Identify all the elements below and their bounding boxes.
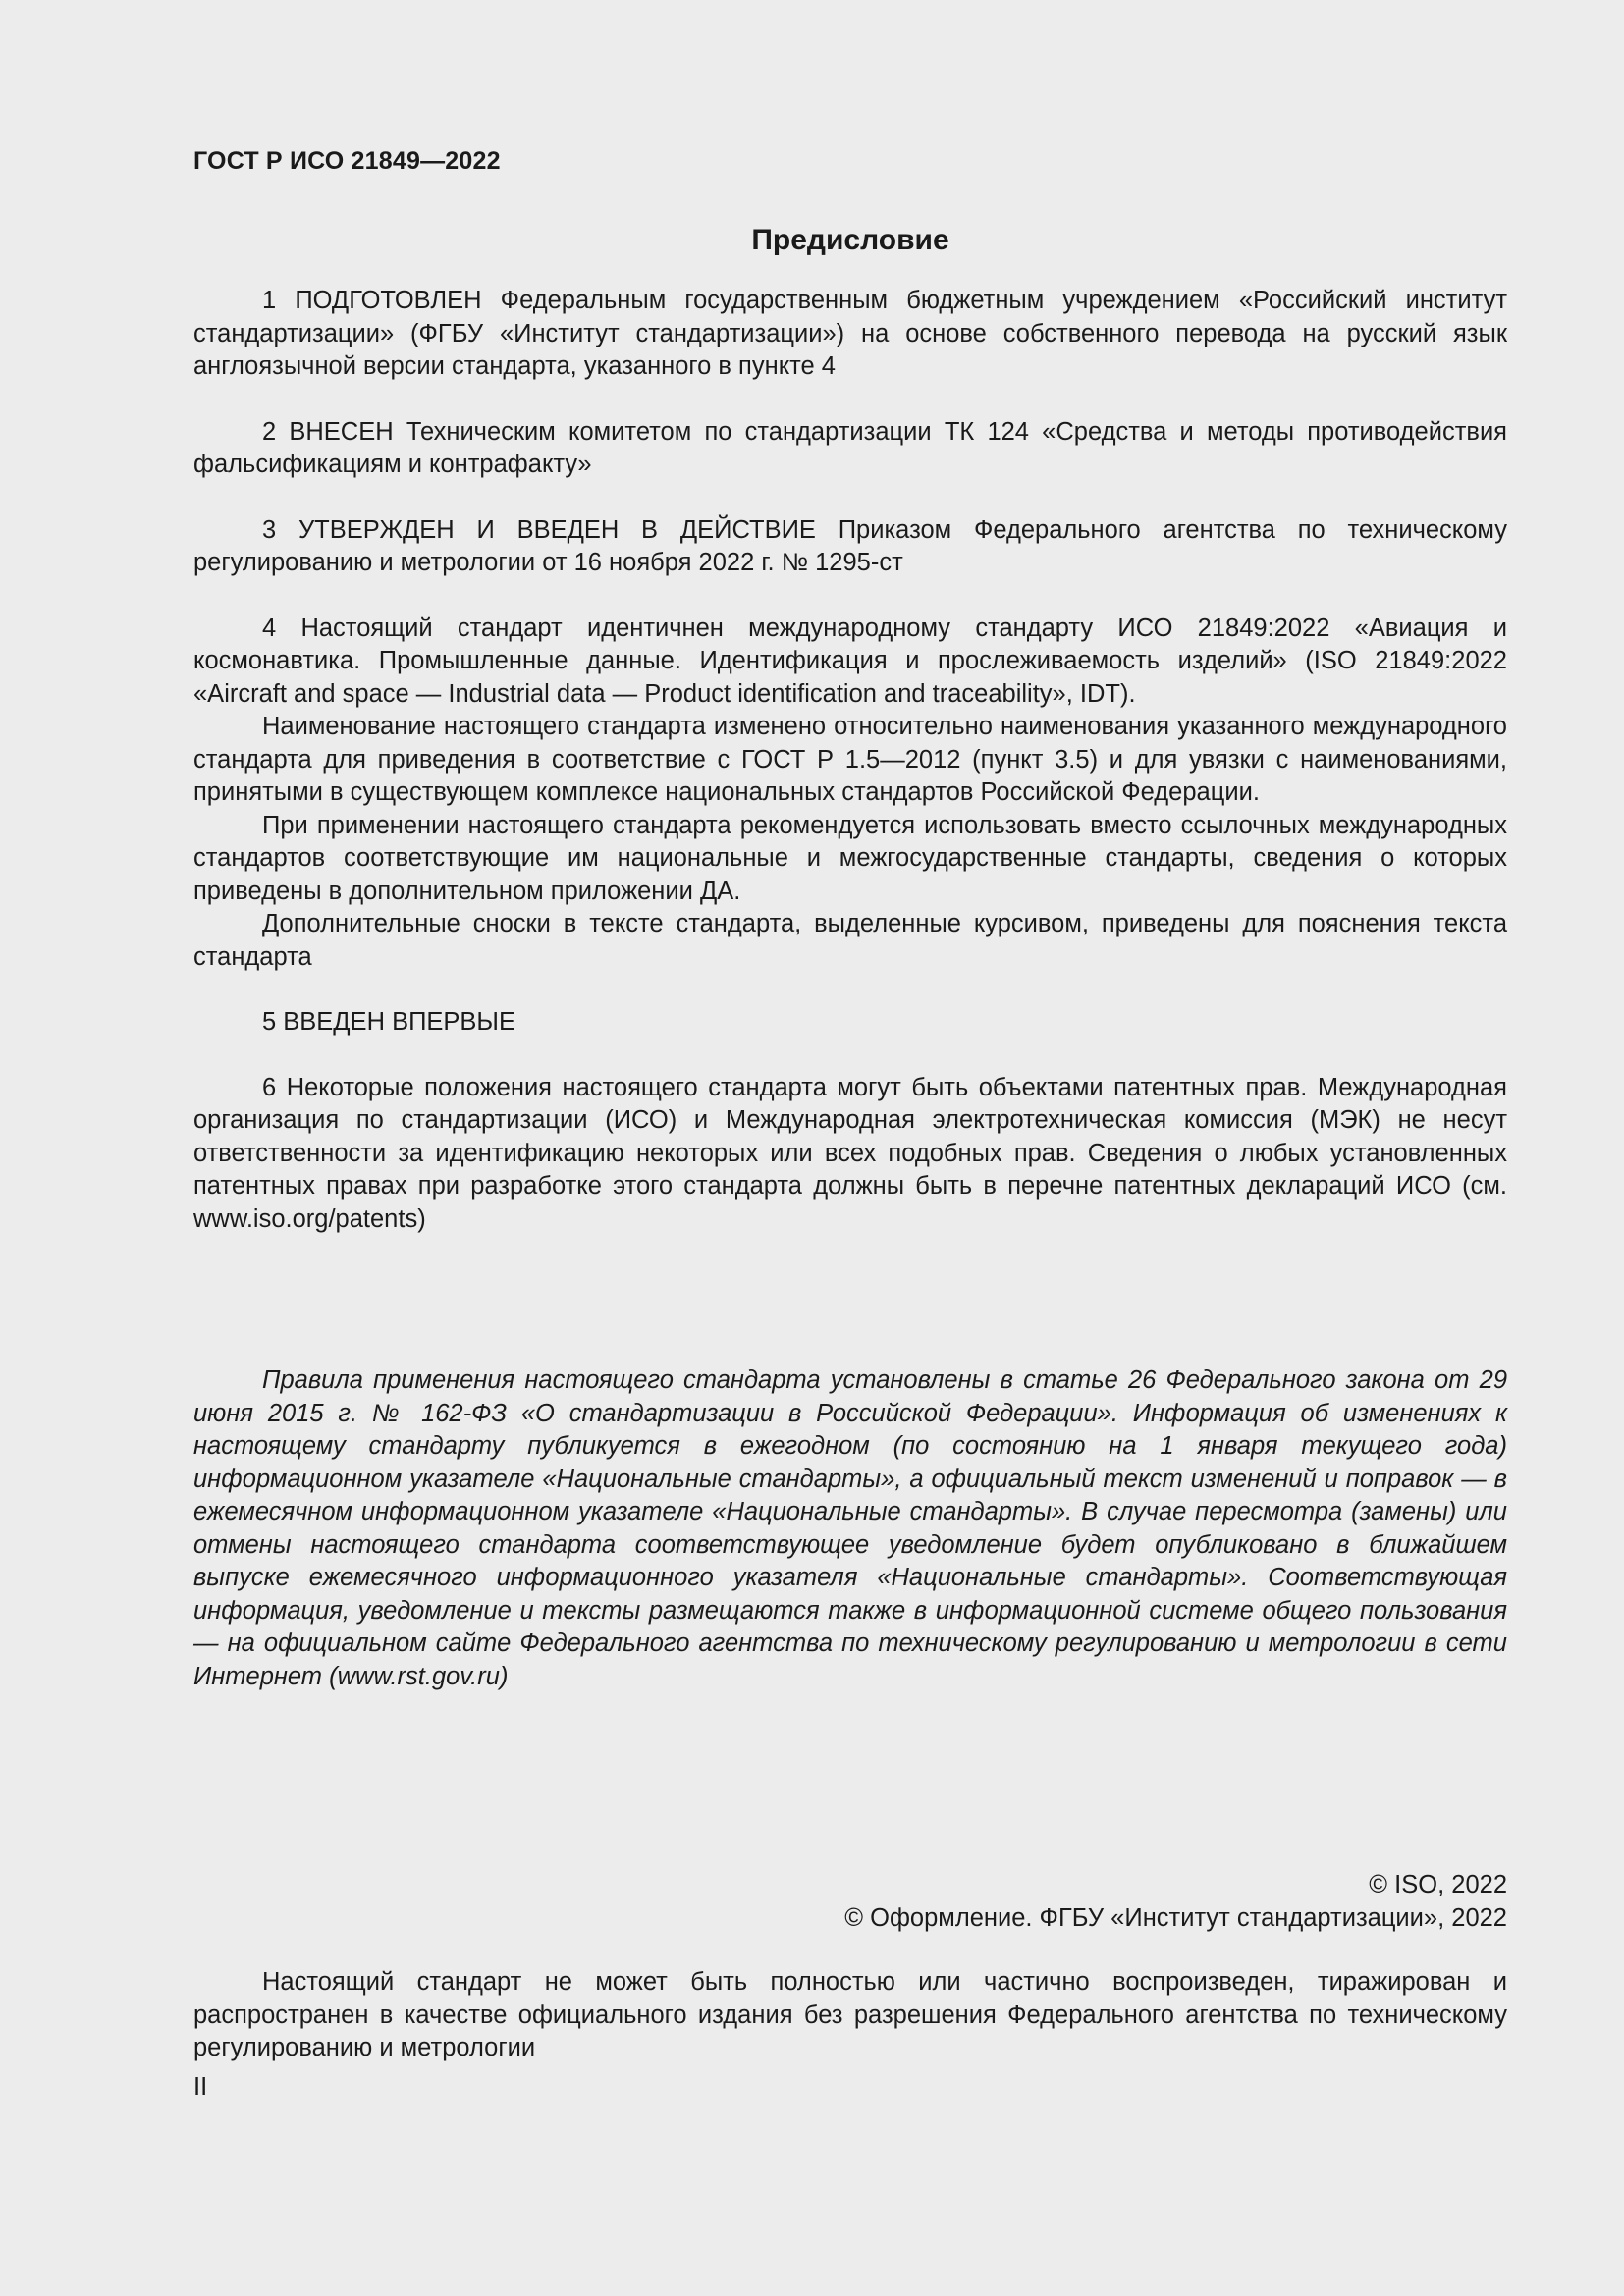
document-code: ГОСТ Р ИСО 21849—2022: [193, 147, 501, 175]
reproduction-notice-block: [193, 1966, 1507, 2065]
copyright-block: [844, 1869, 1507, 1935]
section-4-paragraph-1: 4 Настоящий стандарт идентичнен международному стандарту ИСО 21849:2022 «Авиация и космонавтика. Промышленные данные. Идентификация и прослеживаемость изделий» (ISO 21849:2022 «Aircraft and space — Industrial data — Product identification and traceability», IDT).: [193, 614, 1507, 708]
section-5: 5 ВВЕДЕН ВПЕРВЫЕ: [262, 1008, 516, 1036]
foreword-body: [193, 285, 1507, 1236]
section-3: 3 УТВЕРЖДЕН И ВВЕДЕН В ДЕЙСТВИЕ Приказом Федерального агентства по техническому регулированию и метрологии от 16 ноября 2022 г. № 1295-ст: [193, 515, 1507, 576]
page-number: II: [193, 2073, 208, 2101]
reproduction-notice: Настоящий стандарт не может быть полностью или частично воспроизведен, тиражирован и распространен в качестве официального издания без разрешения Федерального агентства по техническому регулированию и метрологии: [193, 1968, 1507, 2061]
page-title: Предисловие: [751, 224, 949, 256]
rules-notice-block: [193, 1364, 1507, 1693]
section-4-paragraph-2: Наименование настоящего стандарта изменено относительно наименования указанного международного стандарта для приведения в соответствие с ГОСТ Р 1.5—2012 (пункт 3.5) и для увязки с наименованиями, принятыми в существующем комплексе национальных стандартов Российской Федерации.: [193, 713, 1507, 806]
copyright-iso: © ISO, 2022: [1369, 1871, 1507, 1898]
section-4-paragraph-3: При применении настоящего стандарта рекомендуется использовать вместо ссылочных международных стандартов соответствующие им национальные и межгосударственные стандарты, сведения о которых приведены в дополнительном приложении ДА.: [193, 811, 1507, 905]
section-2: 2 ВНЕСЕН Техническим комитетом по стандартизации ТК 124 «Средства и методы противодействия фальсификациям и контрафакту»: [193, 417, 1507, 478]
copyright-design: © Оформление. ФГБУ «Институт стандартизации», 2022: [844, 1903, 1507, 1932]
section-1: 1 ПОДГОТОВЛЕН Федеральным государственным бюджетным учреждением «Российский институт стандартизации» (ФГБУ «Институт стандартизации») на основе собственного перевода на русский язык англоязычной версии стандарта, указанного в пункте 4: [193, 287, 1507, 380]
section-4-paragraph-4: Дополнительные сноски в тексте стандарта, выделенные курсивом, приведены для пояснения текста стандарта: [193, 910, 1507, 971]
rules-notice: Правила применения настоящего стандарта установлены в статье 26 Федерального закона от 29 июня 2015 г. № 162-ФЗ «О стандартизации в Российской Федерации». Информация об изменениях к настоящему стандарту публикуется в ежегодном (по состоянию на 1 января текущего года) информационном указателе «Национальные стандарты», а официальный текст изменений и поправок — в ежемесячном информационном указателе «Национальные стандарты». В случае пересмотра (замены) или отмены настоящего стандарта соответствующее уведомление будет опубликовано в ближайшем выпуске ежемесячного информационного указателя «Национальные стандарты». Соответствующая информация, уведомление и тексты размещаются также в информационной системе общего пользования — на официальном сайте Федерального агентства по техническому регулированию и метрологии в сети Интернет (www.rst.gov.ru): [193, 1366, 1507, 1690]
section-6: 6 Некоторые положения настоящего стандарта могут быть объектами патентных прав. Международная организация по стандартизации (ИСО) и Международная электротехническая комиссия (МЭК) не несут ответственности за идентификацию некоторых или всех подобных прав. Сведения о любых установленных патентных правах при разработке этого стандарта должны быть в перечне патентных деклараций ИСО (см. www.iso.org/patents): [193, 1073, 1507, 1233]
